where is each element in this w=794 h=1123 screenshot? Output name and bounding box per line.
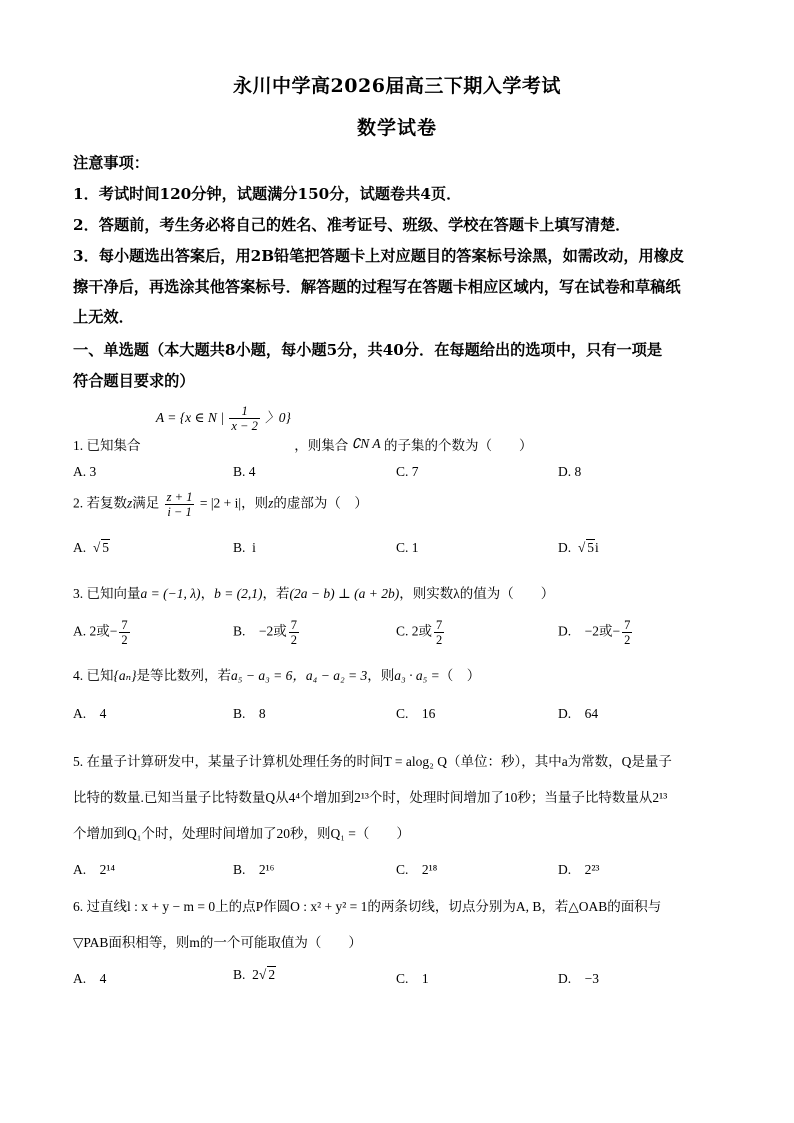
question-4-stem: 4. 已知{aₙ}是等比数列，若a₅ − a₃ = 6，a₄ − a₂ = 3，则a₃ · a₅ =（ ）	[73, 668, 481, 683]
option-c[interactable]: C. 1	[396, 971, 429, 986]
exam-subtitle: 数学试卷	[356, 117, 437, 139]
option-a[interactable]: A. √ 5	[73, 540, 110, 555]
question-3-options	[73, 618, 753, 654]
complex-fraction: $\frac{z + 1}{i - 1}$	[166, 490, 193, 519]
option-a[interactable]: A. 4	[73, 971, 107, 986]
option-b[interactable]: B. 8	[233, 706, 266, 721]
question-3-stem: 3. 已知向量a = (−1, λ)，b = (2,1)，若(2a − b) ⊥ (a + 2b)，则实数λ的值为（ ）	[73, 586, 555, 601]
section-heading-line-2: 符合题目要求的）	[73, 372, 195, 390]
notice-item-3-line-2: 擦干净后，再选涂其他答案标号．解答题的过程写在答题卡相应区域内，写在试卷和草稿纸	[73, 278, 681, 296]
notice-item-1: 1．考试时间120分钟，试题满分150分，试题卷共4页．	[73, 185, 462, 203]
option-b[interactable]: B. 4	[233, 464, 256, 479]
question-2-options	[73, 540, 753, 566]
option-c[interactable]: C. 7	[396, 464, 419, 479]
question-5-line-3: 个增加到Q₁个时，处理时间增加了20秒，则Q₁ =（ ）	[73, 826, 410, 841]
option-d[interactable]: D. −2或− $\frac{7}{2}$	[558, 618, 631, 647]
question-5-line-2: 比特的数量.已知当量子比特数量Q从4⁴个增加到2¹³个时，处理时间增加了10秒；当量子比特数量从2¹³	[73, 790, 668, 805]
set-fraction: $\frac{1}{x - 2}$	[231, 404, 258, 433]
option-d[interactable]: D. 8	[558, 464, 582, 479]
notice-item-3-line-1: 3．每小题选出答案后，用2B铅笔把答题卡上对应题目的答案标号涂黑，如需改动，用橡皮	[73, 247, 685, 265]
option-d[interactable]: D. √ 5i	[558, 540, 599, 555]
option-d[interactable]: D. 64	[558, 706, 599, 721]
question-1-stem: 1. 已知集合 A = {x ∈ N | $\frac{1}{x - 2}$ 〉0} ，则集合 ∁N A 的子集的个数为（ ）	[73, 404, 533, 453]
option-c[interactable]: C. 2或 $\frac{7}{2}$	[396, 618, 443, 647]
option-a[interactable]: A. 4	[73, 706, 107, 721]
section-heading-line-1: 一、单选题（本大题共8小题，每小题5分，共40分．在每题给出的选项中，只有一项是	[73, 341, 663, 359]
question-6-line-2: ▽PAB面积相等，则m的一个可能取值为（ ）	[73, 935, 362, 950]
option-b[interactable]: B. i	[233, 540, 256, 555]
set-definition: A = {x ∈ N | $\frac{1}{x - 2}$ 〉0}	[155, 404, 291, 433]
notice-heading: 注意事项：	[73, 154, 149, 172]
option-b[interactable]: B. 2√ 2	[233, 967, 276, 982]
question-5-line-1: 5. 在量子计算研发中，某量子计算机处理任务的时间T = alog₂ Q（单位：秒），其中a为常数，Q是量子	[73, 754, 672, 769]
option-c[interactable]: C. 1	[396, 540, 419, 555]
notice-item-3-line-3: 上无效．	[73, 308, 134, 326]
option-c[interactable]: C. 2¹⁸	[396, 862, 438, 877]
question-6-line-1: 6. 过直线l : x + y − m = 0上的点P作圆O : x² + y² = 1的两条切线，切点分别为A, B，若△OAB的面积与	[73, 899, 662, 914]
option-d[interactable]: D. 2²³	[558, 862, 600, 877]
option-a[interactable]: A. 3	[73, 464, 97, 479]
option-d[interactable]: D. −3	[558, 971, 599, 986]
option-b[interactable]: B. 2¹⁶	[233, 862, 275, 877]
question-5-options	[73, 858, 753, 884]
question-6-options	[73, 967, 753, 993]
question-4-options	[73, 702, 753, 728]
notice-item-2: 2．答题前，考生务必将自己的姓名、准考证号、班级、学校在答题卡上填写清楚．	[73, 216, 631, 234]
question-2-stem: 2. 若复数z满足 $\frac{z + 1}{i - 1}$ = |2 + i|，则z的虚部为（ ）	[73, 490, 368, 519]
option-a[interactable]: A. 2¹⁴	[73, 862, 116, 877]
option-b[interactable]: B. −2或 $\frac{7}{2}$	[233, 618, 297, 647]
option-c[interactable]: C. 16	[396, 706, 436, 721]
exam-title: 永川中学高2026届高三下期入学考试	[233, 75, 561, 97]
option-a[interactable]: A. 2或− $\frac{7}{2}$	[73, 618, 128, 647]
question-1-options	[73, 464, 753, 490]
